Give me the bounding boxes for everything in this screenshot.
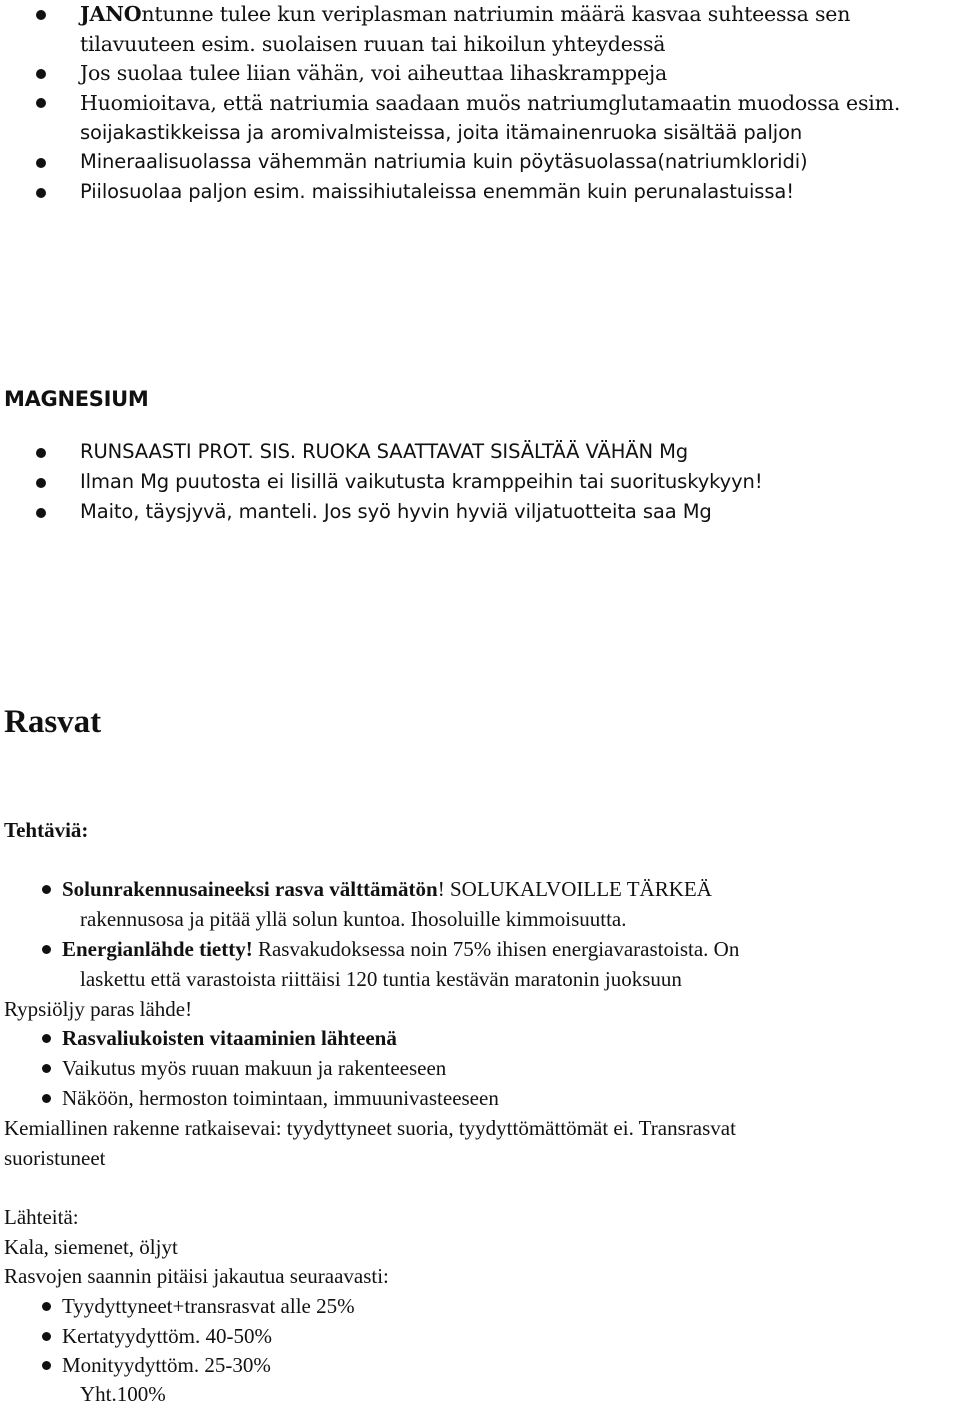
bold-text: Energianlähde tietty! — [62, 937, 253, 961]
split-item-3: Monityydyttöm. 25-30% — [62, 1353, 271, 1377]
bullet — [36, 478, 46, 488]
bullet — [42, 1034, 51, 1043]
chemistry-line-1: Kemiallinen rakenne ratkaisevai: tyydyttyneet suoria, tyydyttömättömät ei. Transrasvat — [4, 1116, 736, 1140]
sodium-item-1-line-1 — [80, 4, 850, 25]
bullet — [36, 69, 46, 79]
split-item-1: Tyydyttyneet+transrasvat alle 25% — [62, 1294, 355, 1318]
text-run: ! SOLUKALVOILLE TÄRKEÄ — [437, 877, 712, 901]
bullet — [42, 1094, 51, 1103]
bold-prefix: JANO — [80, 2, 142, 26]
bullet — [36, 158, 46, 168]
split-item-2: Kertatyydyttöm. 40-50% — [62, 1324, 272, 1348]
bullet — [36, 448, 46, 458]
fats-item-1 — [62, 879, 712, 900]
bullet — [36, 508, 46, 518]
sodium-item-3: Huomioitava, että natriumia saadaan muös natriumglutamaatin muodossa esim. — [80, 91, 901, 115]
split-label: Rasvojen saannin pitäisi jakautua seuraavasti: — [4, 1264, 389, 1288]
bullet — [42, 1064, 51, 1073]
sources-value: Kala, siemenet, öljyt — [4, 1235, 178, 1259]
rypsi-note: Rypsiöljy paras lähde! — [4, 997, 193, 1021]
magnesium-heading: MAGNESIUM — [4, 387, 149, 411]
split-total: Yht.100% — [80, 1382, 166, 1406]
fats-item-5: Näköön, hermoston toimintaan, immuunivasteeseen — [62, 1086, 499, 1110]
bold-text: Solunrakennusaineeksi rasva välttämätön — [62, 877, 438, 901]
sodium-item-4: Mineraalisuolassa vähemmän natriumia kuin pöytäsuolassa(natriumkloridi) — [80, 150, 808, 173]
sodium-item-5: Piilosuolaa paljon esim. maissihiutaleissa enemmän kuin perunalastuissa! — [80, 180, 794, 203]
fats-item-1-line-2: rakennusosa ja pitää yllä solun kuntoa. Ihosoluille kimmoisuutta. — [80, 907, 627, 931]
fats-item-3: Rasvaliukoisten vitaaminien lähteenä — [62, 1026, 397, 1050]
chemistry-line-2: suoristuneet — [4, 1146, 106, 1170]
bullet — [36, 10, 46, 20]
bullet — [42, 1361, 51, 1370]
bullet — [42, 885, 51, 894]
bullet — [36, 98, 46, 108]
text-run: Rasvakudoksessa noin 75% ihisen energiavarastoista. On — [252, 937, 740, 961]
magnesium-item-3: Maito, täysjyvä, manteli. Jos syö hyvin hyviä viljatuotteita saa Mg — [80, 500, 712, 523]
tasks-heading: Tehtäviä: — [4, 818, 89, 842]
bullet — [42, 1302, 51, 1311]
fats-item-2 — [62, 939, 739, 960]
bullet — [42, 1332, 51, 1341]
sodium-item-3-continuation: soijakastikkeissa ja aromivalmisteissa, joita itämainenruoka sisältää paljon — [80, 121, 803, 144]
sodium-item-1-line-2: tilavuuteen esim. suolaisen ruuan tai hikoilun yhteydessä — [80, 32, 666, 56]
bullet — [42, 945, 51, 954]
bullet — [36, 188, 46, 198]
sodium-item-2: Jos suolaa tulee liian vähän, voi aiheuttaa lihaskramppeja — [80, 61, 668, 85]
fats-item-4: Vaikutus myös ruuan makuun ja rakenteeseen — [62, 1056, 447, 1080]
magnesium-item-2: Ilman Mg puutosta ei lisillä vaikutusta kramppeihin tai suorituskykyyn! — [80, 470, 763, 493]
fats-heading: Rasvat — [4, 704, 102, 740]
text-run: ntunne tulee kun veriplasman natriumin määrä kasvaa suhteessa sen — [141, 2, 851, 26]
magnesium-item-1: RUNSAASTI PROT. SIS. RUOKA SAATTAVAT SISÄLTÄÄ VÄHÄN Mg — [80, 440, 689, 463]
sources-label: Lähteitä: — [4, 1205, 79, 1229]
fats-item-2-line-2: laskettu että varastoista riittäisi 120 tuntia kestävän maratonin juoksuun — [80, 967, 682, 991]
